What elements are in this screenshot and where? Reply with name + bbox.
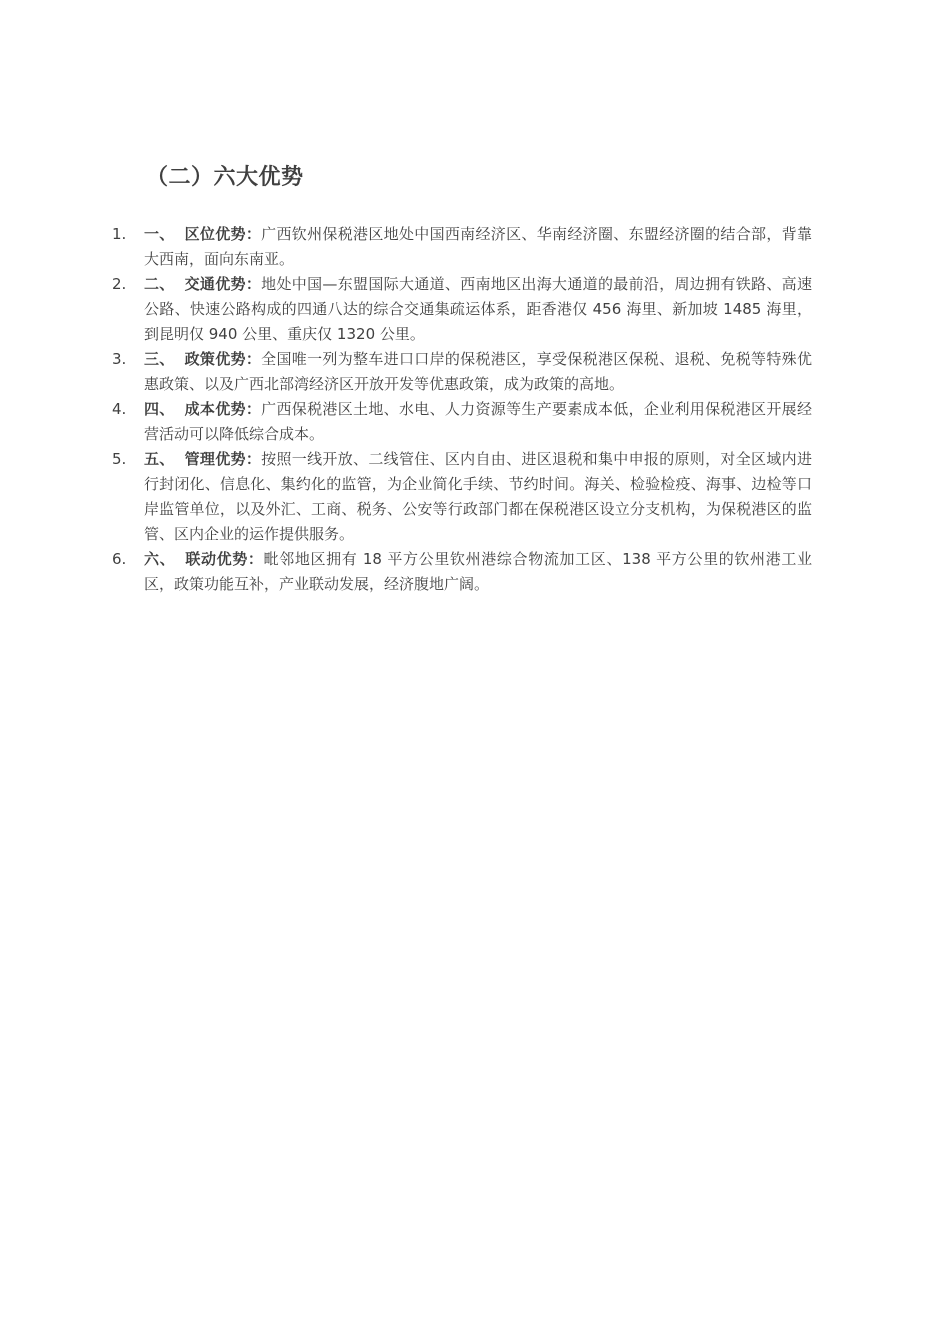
list-item — [112, 547, 812, 597]
list-item-number: 3. — [112, 350, 127, 368]
list-item — [112, 222, 812, 272]
list-item-prefix: 五、 — [144, 450, 175, 468]
list-item-label: 政策优势： — [184, 350, 262, 368]
list-item-prefix: 二、 — [144, 275, 175, 293]
list-item-text: 全国唯一列为整车进口口岸的保税港区，享受保税港区保税、退税、免税等特殊优惠政策、以及广西北部湾经济区开放开发等优惠政策，成为政策的高地。 — [144, 350, 812, 393]
list-item-label: 管理优势： — [184, 450, 262, 468]
list-item-text: 毗邻地区拥有 18 平方公里钦州港综合物流加工区、138 平方公里的钦州港工业区，政策功能互补，产业联动发展，经济腹地广阔。 — [144, 550, 812, 593]
list-item — [112, 397, 812, 447]
advantages-list — [112, 222, 812, 597]
list-item-label: 区位优势： — [184, 225, 262, 243]
list-item-number: 6. — [112, 550, 127, 568]
list-item-prefix: 三、 — [144, 350, 175, 368]
list-item-label: 联动优势： — [185, 550, 264, 568]
list-item — [112, 447, 812, 547]
list-item-prefix: 一、 — [144, 225, 175, 243]
list-item-number: 1. — [112, 225, 127, 243]
list-item — [112, 272, 812, 347]
list-item-number: 5. — [112, 450, 127, 468]
section-heading: （二）六大优势 — [146, 165, 304, 190]
list-item — [112, 347, 812, 397]
list-item-prefix: 六、 — [144, 550, 176, 568]
list-item-prefix: 四、 — [144, 400, 175, 418]
list-item-text: 广西钦州保税港区地处中国西南经济区、华南经济圈、东盟经济圈的结合部，背靠大西南，面向东南亚。 — [144, 225, 812, 268]
list-item-text: 广西保税港区土地、水电、人力资源等生产要素成本低，企业利用保税港区开展经营活动可以降低综合成本。 — [144, 400, 812, 443]
list-item-number: 4. — [112, 400, 127, 418]
list-item-number: 2. — [112, 275, 127, 293]
list-item-label: 交通优势： — [184, 275, 262, 293]
list-item-text: 按照一线开放、二线管住、区内自由、进区退税和集中申报的原则，对全区域内进行封闭化、信息化、集约化的监管，为企业简化手续、节约时间。海关、检验检疫、海事、边检等口岸监管单位，以及外汇、工商、税务、公安等行政部门都在保税港区设立分支机构，为保税港区的监管、区内企业的运作提供服务。 — [144, 450, 812, 543]
list-item-text: 地处中国—东盟国际大通道、西南地区出海大通道的最前沿，周边拥有铁路、高速公路、快速公路构成的四通八达的综合交通集疏运体系，距香港仅 456 海里、新加坡 1485 海里，到昆明仅 940 公里、重庆仅 1320 公里。 — [144, 275, 812, 343]
list-item-label: 成本优势： — [184, 400, 262, 418]
